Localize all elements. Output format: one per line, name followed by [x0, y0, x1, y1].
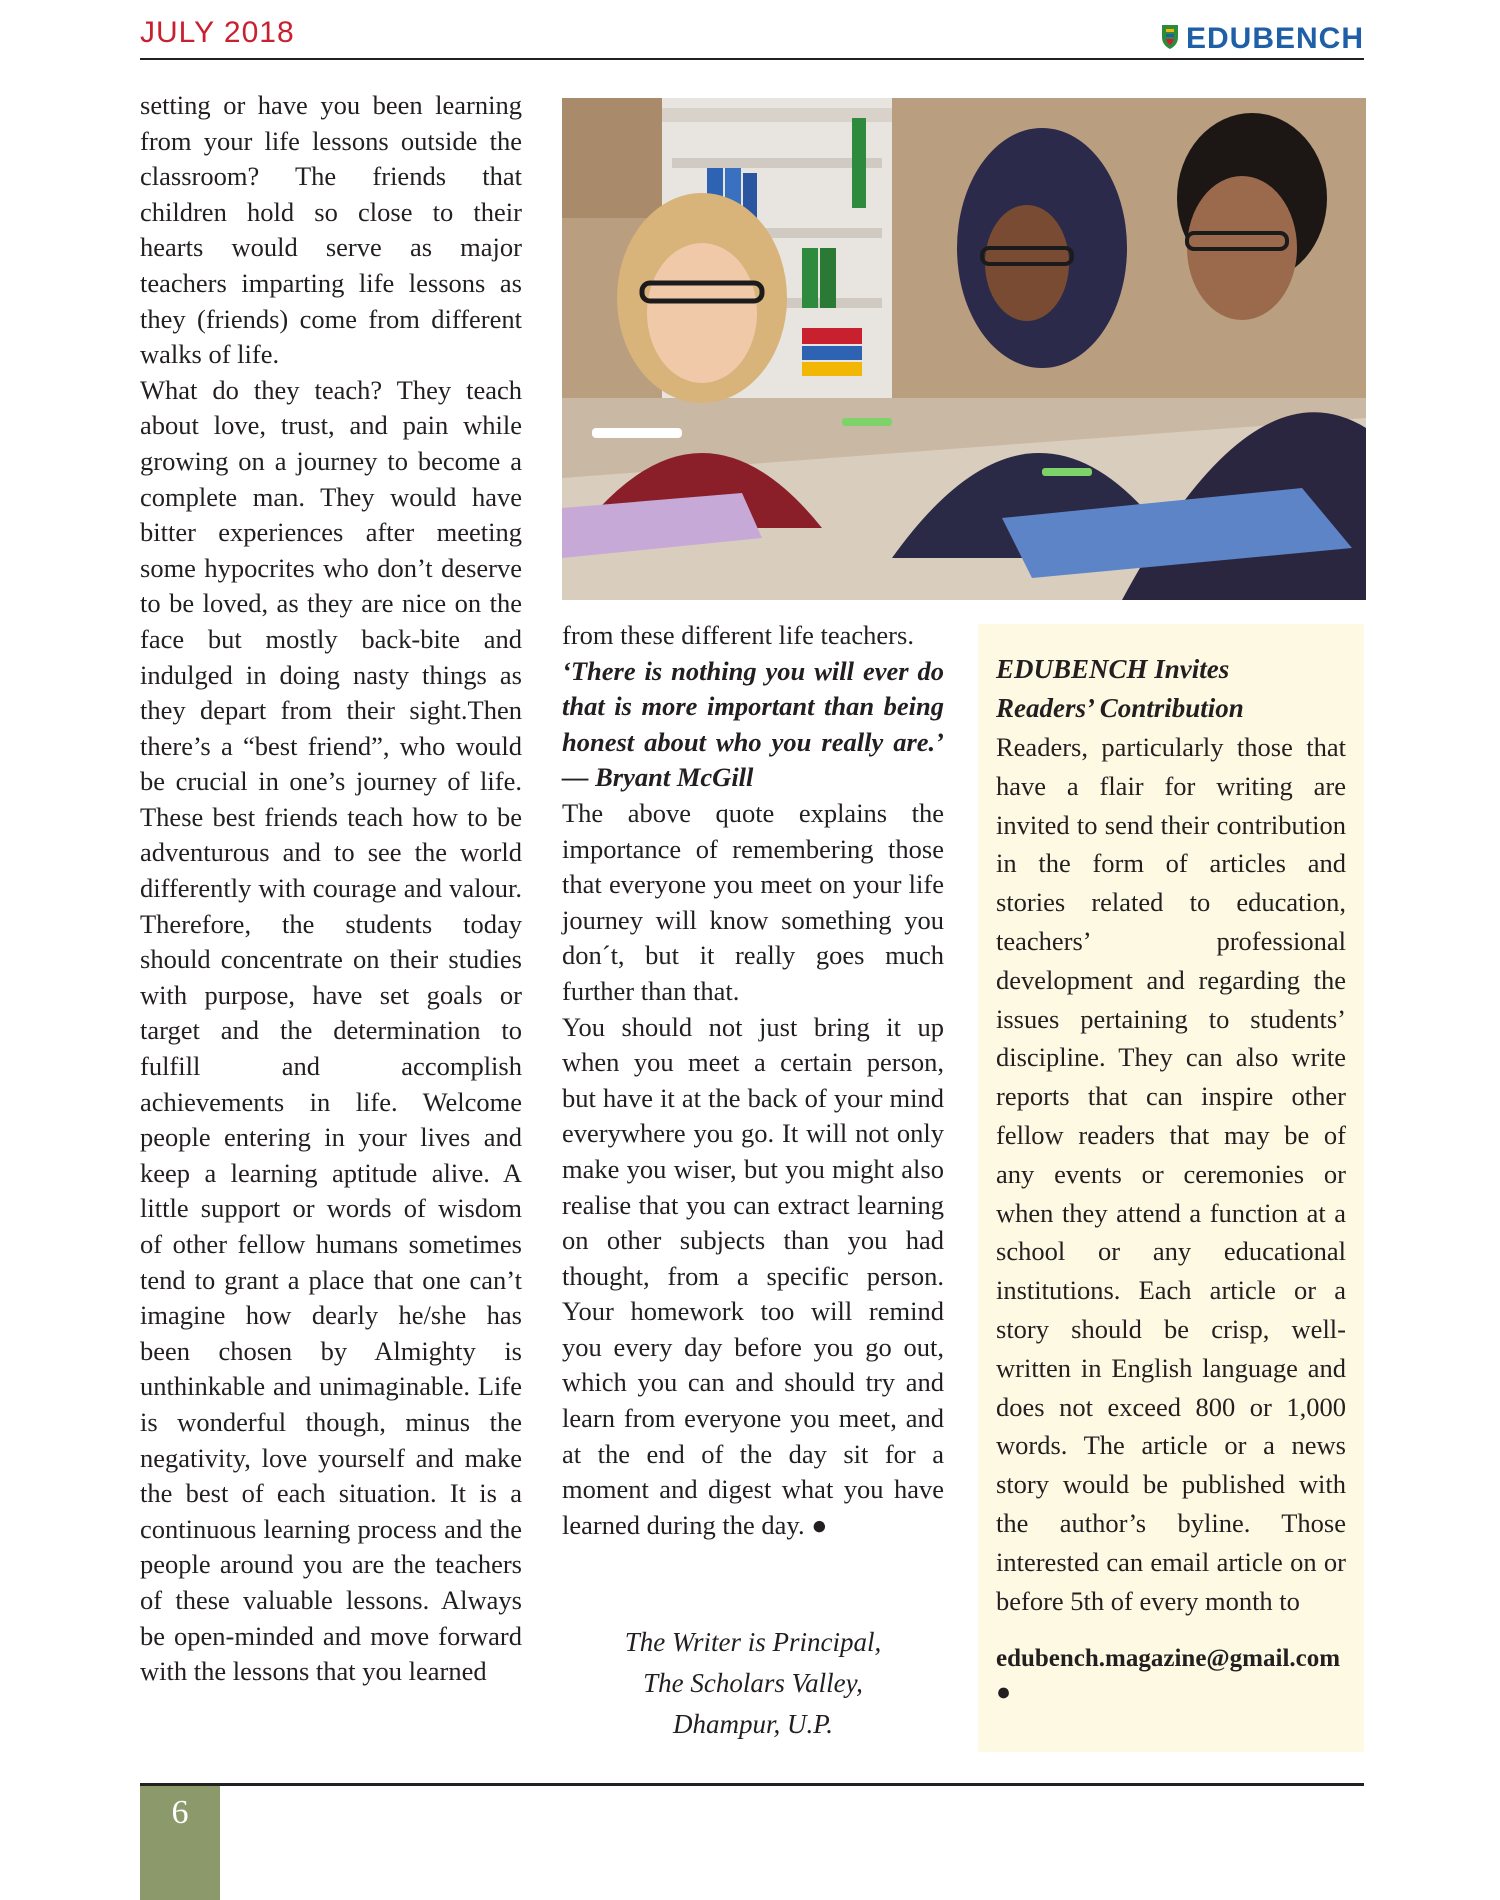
issue-date: JULY 2018: [140, 16, 295, 49]
contact-email[interactable]: edubench.magazine@gmail.com ●: [996, 1645, 1341, 1707]
author-credit-line: The Scholars Valley,: [643, 1668, 863, 1698]
brand-name: EDUBENCH: [1185, 22, 1364, 55]
shield-icon: [1160, 23, 1180, 56]
invite-subtitle: Readers’ Contribution: [996, 693, 1244, 723]
paragraph: setting or have you been learning from your life lessons outside the classroom? The friends that children hold so close to their hearts would serve as major teachers imparting life lessons as they (friends) come from different walks of life.: [140, 90, 522, 370]
author-credit-line: Dhampur, U.P.: [672, 1709, 834, 1739]
author-credit: [562, 1622, 944, 1745]
paragraph: You should not just bring it up when you meet a certain person, but have it at the back of your mind everywhere you go. It will not only make you wiser, but you might also realise that you can extract learning on other subjects than you had thought, from a specific person. Your homework too will remind you every day before you go out, which you can and should try and learn from everyone you meet, and at the end of the day sit for a moment and digest what you have learned during the day. ●: [562, 1011, 944, 1540]
author-credit-line: The Writer is Principal,: [624, 1627, 882, 1657]
contribution-invite-box: [978, 624, 1364, 1752]
paragraph: The above quote explains the importance of remembering those that everyone you meet on your life journey will know something you don´t, but it really goes much further than that.: [562, 797, 944, 1006]
article-column-1: [140, 88, 522, 1690]
paragraph: What do they teach? They teach about love, trust, and pain while growing on a journey to become a complete man. They would have bitter experiences after meeting some hypocrites who don’t deserve to be loved, as they are nice on the face but mostly back-bite and indulged in doing nasty things as they depart from their sight.Then there’s a “best friend”, who would be crucial in one’s journey of life. These best friends teach how to be adventurous and to see the world differently with courage and valour. Therefore, the students today should concentrate on their studies with purpose, have set goals or target and the determination to fulfill and accomplish achievements in life. Welcome people entering in your lives and keep a learning aptitude alive. A little support or words of wisdom of other fellow humans sometimes tend to grant a place that one can’t imagine how dearly he/she has been chosen by Almighty is unthinkable and unimaginable. Life is wonderful though, minus the negativity, love yourself and make the best of each situation. It is a continuous learning process and the people around you are the teachers of these valuable lessons. Always be open-minded and move forward with the lessons that you learned: [140, 374, 522, 1687]
photo-illustration: [562, 98, 1366, 600]
page-number-tab: [140, 1786, 220, 1900]
pull-quote: ‘There is nothing you will ever do that is more important than being honest about who you really are.’ — Bryant McGill: [562, 655, 944, 793]
edubench-logo: [1160, 22, 1364, 56]
invite-body: Readers, particularly those that have a flair for writing are invited to send their contribution in the form of articles and stories related to education, teachers’ professional development and regarding the issues pertaining to students’ discipline. They can also write reports that can inspire other fellow readers that may be of any events or ceremonies or when they attend a function at a school or any educational institutions. Each article or a story should be crisp, well-written in English language and does not exceed 800 or 1,000 words. The article or a news story would be published with the author’s byline. Those interested can email article on or before 5th of every month to: [996, 732, 1346, 1616]
article-column-2: [562, 618, 944, 1543]
header-divider: [140, 58, 1364, 60]
paragraph: from these different life teachers.: [562, 620, 914, 650]
invite-title: EDUBENCH Invites: [996, 654, 1230, 684]
classroom-photo: [562, 98, 1366, 600]
footer-divider: [140, 1783, 1364, 1786]
page-number: 6: [171, 1794, 189, 1831]
